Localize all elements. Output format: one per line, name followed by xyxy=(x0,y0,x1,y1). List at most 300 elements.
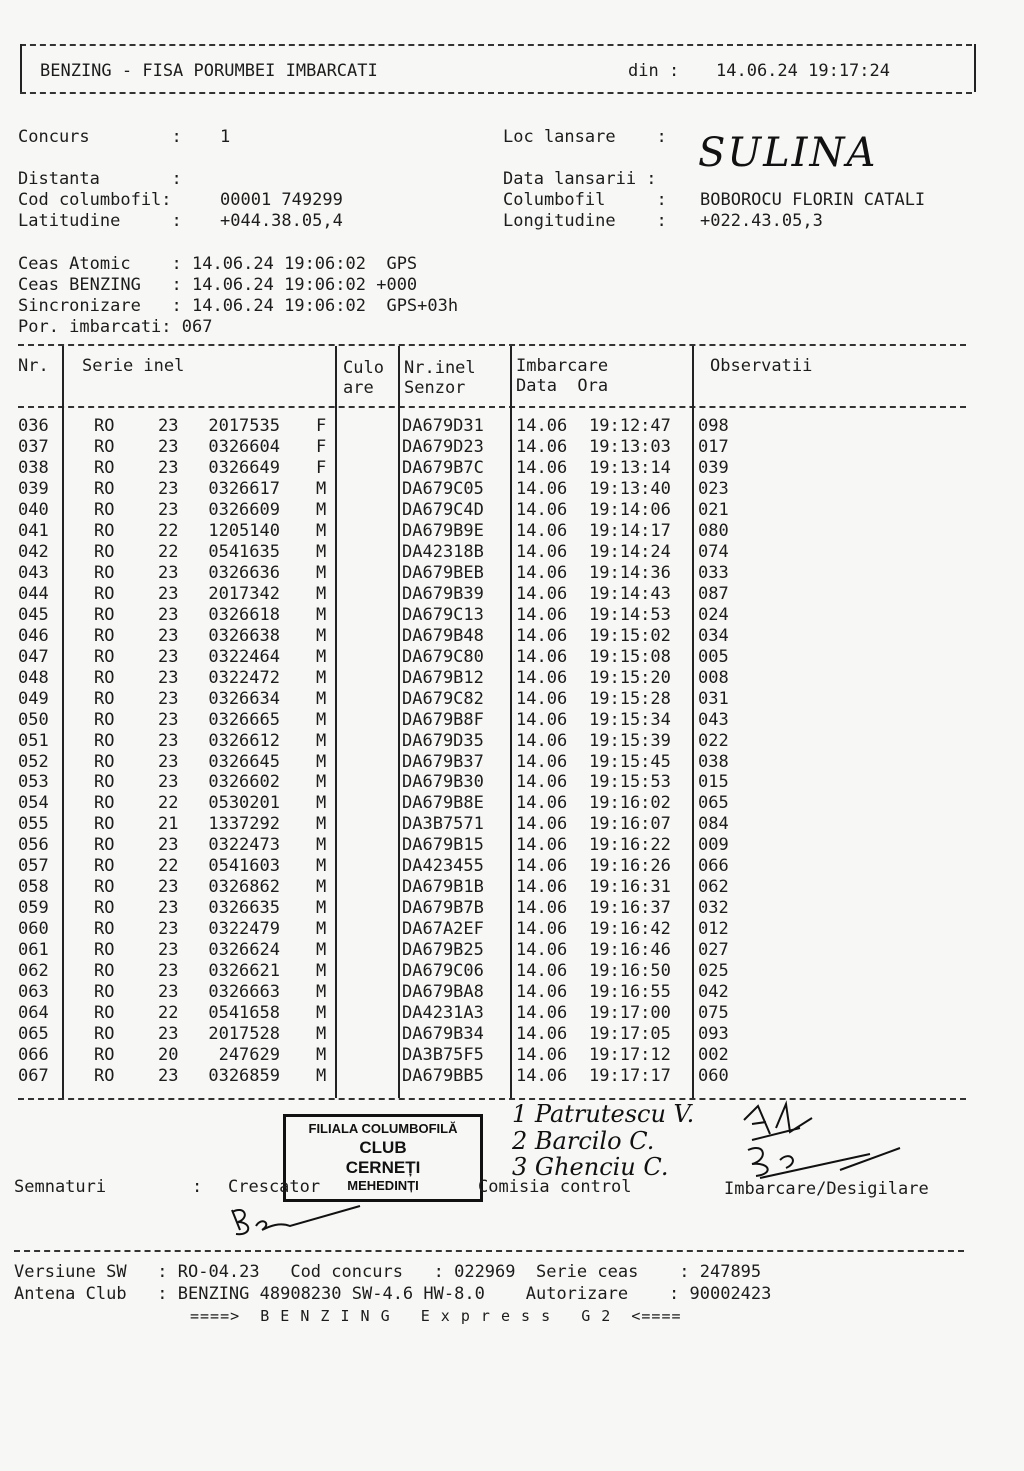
cell-num: 0326612 xyxy=(208,730,280,751)
cell-senzor: DA679D35 xyxy=(402,730,484,751)
table-row xyxy=(0,542,1000,563)
cell-yr: 23 xyxy=(158,1066,179,1087)
table-row xyxy=(0,1024,1000,1045)
cell-senzor: DA42318B xyxy=(402,541,484,562)
table-row xyxy=(0,814,1000,835)
cell-sex: M xyxy=(316,583,327,604)
cell-num: 2017535 xyxy=(208,416,280,436)
cell-data: 14.06 xyxy=(516,604,568,625)
ceas-atomic-line: Ceas Atomic : 14.06.24 19:06:02 GPS xyxy=(18,254,418,274)
cell-ora: 19:16:55 xyxy=(589,982,671,1003)
cell-num: 247629 xyxy=(218,1045,280,1066)
cell-yr: 23 xyxy=(158,667,179,688)
cell-num: 0326645 xyxy=(208,751,280,772)
cell-data: 14.06 xyxy=(516,416,568,436)
cell-data: 14.06 xyxy=(516,541,568,562)
cell-data: 14.06 xyxy=(516,1024,568,1045)
cell-cc: RO xyxy=(94,919,115,940)
cell-data: 14.06 xyxy=(516,898,568,919)
cell-obs: 022 xyxy=(698,730,729,751)
cell-obs: 042 xyxy=(698,982,729,1003)
cell-senzor: DA679B8F xyxy=(402,709,484,730)
cell-obs: 098 xyxy=(698,416,729,436)
cell-senzor: DA679D23 xyxy=(402,436,484,457)
cell-obs: 084 xyxy=(698,814,729,835)
cell-yr: 23 xyxy=(158,499,179,520)
loc-lansare-label: Loc lansare : xyxy=(503,127,667,147)
data-lansarii-label: Data lansarii : xyxy=(503,169,657,189)
cell-sex: M xyxy=(316,835,327,856)
cell-yr: 23 xyxy=(158,457,179,478)
cell-yr: 23 xyxy=(158,835,179,856)
cell-num: 0326621 xyxy=(208,961,280,982)
breeder-signature xyxy=(232,1206,360,1234)
boarding-signature-2 xyxy=(748,1148,900,1178)
cell-num: 0326649 xyxy=(208,457,280,478)
cell-sex: M xyxy=(316,541,327,562)
cell-data: 14.06 xyxy=(516,436,568,457)
table-row xyxy=(0,1045,1000,1066)
cell-nr: 040 xyxy=(18,499,49,520)
table-row xyxy=(0,689,1000,710)
cell-senzor: DA679B8E xyxy=(402,793,484,814)
cell-obs: 093 xyxy=(698,1024,729,1045)
cell-num: 0322473 xyxy=(208,835,280,856)
cell-cc: RO xyxy=(94,1003,115,1024)
cell-obs: 017 xyxy=(698,436,729,457)
cell-ora: 19:16:07 xyxy=(589,814,671,835)
cell-yr: 23 xyxy=(158,416,179,436)
cell-ora: 19:16:22 xyxy=(589,835,671,856)
cell-nr: 042 xyxy=(18,541,49,562)
cell-data: 14.06 xyxy=(516,1003,568,1024)
latitudine-label: Latitudine : xyxy=(18,211,182,231)
cell-obs: 015 xyxy=(698,772,729,793)
footer-rule xyxy=(14,1250,964,1252)
cell-nr: 052 xyxy=(18,751,49,772)
cell-num: 0326624 xyxy=(208,940,280,961)
longitudine-label: Longitudine : xyxy=(503,211,667,231)
columbofil-label: Columbofil : xyxy=(503,190,667,210)
cell-yr: 23 xyxy=(158,646,179,667)
cell-yr: 23 xyxy=(158,940,179,961)
cell-cc: RO xyxy=(94,1045,115,1066)
cell-nr: 054 xyxy=(18,793,49,814)
table-row xyxy=(0,835,1000,856)
cell-ora: 19:16:02 xyxy=(589,793,671,814)
cell-num: 0326636 xyxy=(208,562,280,583)
table-row xyxy=(0,647,1000,668)
cell-senzor: DA679D31 xyxy=(402,416,484,436)
cell-data: 14.06 xyxy=(516,877,568,898)
handwritten-commission-2: 2 Barcilo C. xyxy=(512,1127,655,1155)
table-row xyxy=(0,856,1000,877)
sincronizare-line: Sincronizare : 14.06.24 19:06:02 GPS+03h xyxy=(18,296,459,316)
cell-ora: 19:14:43 xyxy=(589,583,671,604)
cell-cc: RO xyxy=(94,751,115,772)
cell-senzor: DA679B25 xyxy=(402,940,484,961)
distanta-label: Distanta : xyxy=(18,169,182,189)
cell-data: 14.06 xyxy=(516,562,568,583)
cell-data: 14.06 xyxy=(516,919,568,940)
cell-senzor: DA3B75F5 xyxy=(402,1045,484,1066)
cell-sex: M xyxy=(316,562,327,583)
columbofil-value: BOBOROCU FLORIN CATALI xyxy=(700,190,926,210)
cell-ora: 19:14:36 xyxy=(589,562,671,583)
th-imbarcare-2: Data Ora xyxy=(516,376,609,396)
cell-ora: 19:15:34 xyxy=(589,709,671,730)
cell-yr: 22 xyxy=(158,541,179,562)
cell-nr: 057 xyxy=(18,856,49,877)
loc-lansare-handwritten: SULINA xyxy=(698,130,878,176)
table-row xyxy=(0,710,1000,731)
cell-sex: M xyxy=(316,520,327,541)
cell-sex: F xyxy=(316,436,327,457)
cell-senzor: DA679B15 xyxy=(402,835,484,856)
table-row xyxy=(0,479,1000,500)
th-nr-inel-1: Nr.inel xyxy=(404,358,476,378)
cell-yr: 21 xyxy=(158,814,179,835)
cell-num: 0326663 xyxy=(208,982,280,1003)
cell-yr: 23 xyxy=(158,961,179,982)
cell-num: 2017342 xyxy=(208,583,280,604)
cell-obs: 021 xyxy=(698,499,729,520)
cell-nr: 059 xyxy=(18,898,49,919)
cell-ora: 19:14:24 xyxy=(589,541,671,562)
cell-senzor: DA679B1B xyxy=(402,877,484,898)
cell-senzor: DA679BEB xyxy=(402,562,484,583)
cell-nr: 049 xyxy=(18,688,49,709)
cell-cc: RO xyxy=(94,499,115,520)
table-bottom-rule xyxy=(18,1098,966,1100)
cell-nr: 038 xyxy=(18,457,49,478)
cell-obs: 039 xyxy=(698,457,729,478)
cell-obs: 080 xyxy=(698,520,729,541)
cell-senzor: DA4231A3 xyxy=(402,1003,484,1024)
table-row xyxy=(0,898,1000,919)
cell-nr: 045 xyxy=(18,604,49,625)
latitudine-value: +044.38.05,4 xyxy=(220,211,343,231)
cell-ora: 19:14:53 xyxy=(589,604,671,625)
cell-nr: 061 xyxy=(18,940,49,961)
cell-nr: 066 xyxy=(18,1045,49,1066)
cell-data: 14.06 xyxy=(516,814,568,835)
cell-ora: 19:15:45 xyxy=(589,751,671,772)
cell-data: 14.06 xyxy=(516,646,568,667)
cell-senzor: DA679C13 xyxy=(402,604,484,625)
cell-nr: 053 xyxy=(18,772,49,793)
cell-cc: RO xyxy=(94,835,115,856)
cell-nr: 065 xyxy=(18,1024,49,1045)
cell-obs: 012 xyxy=(698,919,729,940)
cell-nr: 039 xyxy=(18,478,49,499)
cell-senzor: DA679BB5 xyxy=(402,1066,484,1087)
cell-senzor: DA679B34 xyxy=(402,1024,484,1045)
cell-cc: RO xyxy=(94,814,115,835)
cell-nr: 048 xyxy=(18,667,49,688)
cell-cc: RO xyxy=(94,562,115,583)
table-row xyxy=(0,437,1000,458)
cell-obs: 066 xyxy=(698,856,729,877)
cell-nr: 043 xyxy=(18,562,49,583)
cell-sex: M xyxy=(316,499,327,520)
cell-cc: RO xyxy=(94,625,115,646)
stamp-line-3: CERNEȚI xyxy=(345,1158,421,1177)
cell-num: 0326859 xyxy=(208,1066,280,1087)
cell-ora: 19:12:47 xyxy=(589,416,671,436)
cell-nr: 060 xyxy=(18,919,49,940)
cell-cc: RO xyxy=(94,730,115,751)
th-culoare-1: Culo xyxy=(343,358,384,378)
footer-line-1: Versiune SW : RO-04.23 Cod concurs : 022969 Serie ceas : 247895 xyxy=(14,1262,762,1282)
cell-sex: M xyxy=(316,877,327,898)
cell-senzor: DA679B37 xyxy=(402,751,484,772)
cell-nr: 056 xyxy=(18,835,49,856)
cell-ora: 19:16:50 xyxy=(589,961,671,982)
header-din-label: din : xyxy=(628,61,680,81)
table-row xyxy=(0,458,1000,479)
cell-obs: 027 xyxy=(698,940,729,961)
cell-cc: RO xyxy=(94,416,115,436)
table-header-rule xyxy=(18,406,966,408)
cell-ora: 19:13:03 xyxy=(589,436,671,457)
cell-cc: RO xyxy=(94,541,115,562)
cell-sex: M xyxy=(316,478,327,499)
cell-ora: 19:16:42 xyxy=(589,919,671,940)
semnaturi-colon: : xyxy=(192,1177,203,1197)
cell-data: 14.06 xyxy=(516,751,568,772)
cell-obs: 023 xyxy=(698,478,729,499)
cell-num: 0326638 xyxy=(208,625,280,646)
cell-cc: RO xyxy=(94,877,115,898)
cell-obs: 008 xyxy=(698,667,729,688)
cell-sex: M xyxy=(316,751,327,772)
cell-obs: 002 xyxy=(698,1045,729,1066)
cell-cc: RO xyxy=(94,898,115,919)
cell-yr: 23 xyxy=(158,562,179,583)
table-row xyxy=(0,982,1000,1003)
cell-ora: 19:17:05 xyxy=(589,1024,671,1045)
cell-sex: M xyxy=(316,1066,327,1087)
comisia-control-label: Comisia control xyxy=(478,1177,632,1197)
imbarcare-desigilare-label: Imbarcare/Desigilare xyxy=(724,1179,929,1199)
cell-num: 0326617 xyxy=(208,478,280,499)
crescator-label: Crescator xyxy=(228,1177,321,1197)
cell-nr: 064 xyxy=(18,1003,49,1024)
cell-yr: 23 xyxy=(158,982,179,1003)
cell-nr: 058 xyxy=(18,877,49,898)
cell-senzor: DA679C82 xyxy=(402,688,484,709)
cell-num: 2017528 xyxy=(208,1024,280,1045)
cell-nr: 050 xyxy=(18,709,49,730)
cell-ora: 19:13:14 xyxy=(589,457,671,478)
cell-data: 14.06 xyxy=(516,1045,568,1066)
cell-data: 14.06 xyxy=(516,499,568,520)
porumbei-imbarcati-line: Por. imbarcati: 067 xyxy=(18,317,213,337)
footer-line-2: Antena Club : BENZING 48908230 SW-4.6 HW-8.0 Autorizare : 90002423 xyxy=(14,1284,772,1304)
cell-cc: RO xyxy=(94,520,115,541)
cell-num: 0322464 xyxy=(208,646,280,667)
cell-num: 0322479 xyxy=(208,919,280,940)
th-serie-inel: Serie inel xyxy=(82,356,185,376)
cell-nr: 037 xyxy=(18,436,49,457)
table-row xyxy=(0,731,1000,752)
cell-senzor: DA679B48 xyxy=(402,625,484,646)
cell-obs: 038 xyxy=(698,751,729,772)
cell-ora: 19:15:28 xyxy=(589,688,671,709)
cell-sex: M xyxy=(316,814,327,835)
cell-obs: 031 xyxy=(698,688,729,709)
cell-senzor: DA679C06 xyxy=(402,961,484,982)
cell-yr: 23 xyxy=(158,478,179,499)
cell-obs: 025 xyxy=(698,961,729,982)
cell-sex: M xyxy=(316,688,327,709)
cell-obs: 087 xyxy=(698,583,729,604)
cell-ora: 19:16:46 xyxy=(589,940,671,961)
cell-ora: 19:15:39 xyxy=(589,730,671,751)
cell-obs: 032 xyxy=(698,898,729,919)
cell-ora: 19:14:17 xyxy=(589,520,671,541)
table-row xyxy=(0,416,1000,437)
cell-num: 0326618 xyxy=(208,604,280,625)
cell-yr: 22 xyxy=(158,1003,179,1024)
th-nr: Nr. xyxy=(18,356,49,376)
cell-data: 14.06 xyxy=(516,688,568,709)
cell-num: 0326609 xyxy=(208,499,280,520)
cell-senzor: DA679BA8 xyxy=(402,982,484,1003)
cell-cc: RO xyxy=(94,1024,115,1045)
cell-yr: 23 xyxy=(158,1024,179,1045)
cell-data: 14.06 xyxy=(516,667,568,688)
cell-nr: 044 xyxy=(18,583,49,604)
table-row xyxy=(0,521,1000,542)
cell-data: 14.06 xyxy=(516,835,568,856)
cell-obs: 075 xyxy=(698,1003,729,1024)
th-observatii: Observatii xyxy=(710,356,813,376)
cell-data: 14.06 xyxy=(516,940,568,961)
cell-senzor: DA423455 xyxy=(402,856,484,877)
cell-data: 14.06 xyxy=(516,709,568,730)
cell-sex: M xyxy=(316,709,327,730)
cell-cc: RO xyxy=(94,457,115,478)
cell-yr: 22 xyxy=(158,520,179,541)
cell-sex: M xyxy=(316,625,327,646)
cell-data: 14.06 xyxy=(516,520,568,541)
cell-cc: RO xyxy=(94,961,115,982)
cell-nr: 063 xyxy=(18,982,49,1003)
table-row xyxy=(0,961,1000,982)
cell-num: 0322472 xyxy=(208,667,280,688)
table-row xyxy=(0,752,1000,773)
cell-senzor: DA679B39 xyxy=(402,583,484,604)
cell-obs: 060 xyxy=(698,1066,729,1087)
cell-yr: 23 xyxy=(158,772,179,793)
cell-sex: M xyxy=(316,772,327,793)
cell-nr: 041 xyxy=(18,520,49,541)
stamp-line-1: FILIALA COLUMBOFILĂ xyxy=(308,1121,458,1136)
cod-columbofil-value: 00001 749299 xyxy=(220,190,343,210)
cell-yr: 23 xyxy=(158,436,179,457)
cell-nr: 047 xyxy=(18,646,49,667)
footer-banner: ====> B E N Z I N G E x p r e s s G 2 <==== xyxy=(190,1307,682,1325)
cell-num: 0326604 xyxy=(208,436,280,457)
concurs-label: Concurs : xyxy=(18,127,182,147)
cell-yr: 22 xyxy=(158,793,179,814)
cell-sex: M xyxy=(316,646,327,667)
cell-sex: M xyxy=(316,793,327,814)
table-row xyxy=(0,605,1000,626)
cell-sex: M xyxy=(316,961,327,982)
cell-senzor: DA679B7B xyxy=(402,898,484,919)
cell-cc: RO xyxy=(94,667,115,688)
cell-num: 0326634 xyxy=(208,688,280,709)
cell-obs: 043 xyxy=(698,709,729,730)
header-bottom-rule xyxy=(20,92,972,94)
cell-obs: 034 xyxy=(698,625,729,646)
cell-sex: F xyxy=(316,457,327,478)
boarding-signature-1 xyxy=(744,1104,812,1140)
cell-yr: 23 xyxy=(158,751,179,772)
cell-sex: M xyxy=(316,898,327,919)
cell-nr: 036 xyxy=(18,416,49,436)
cell-num: 0326665 xyxy=(208,709,280,730)
cell-nr: 067 xyxy=(18,1066,49,1087)
cell-obs: 033 xyxy=(698,562,729,583)
cell-num: 1205140 xyxy=(208,520,280,541)
table-row xyxy=(0,1003,1000,1024)
longitudine-value: +022.43.05,3 xyxy=(700,211,823,231)
cell-ora: 19:16:37 xyxy=(589,898,671,919)
cell-data: 14.06 xyxy=(516,982,568,1003)
cell-ora: 19:17:12 xyxy=(589,1045,671,1066)
cell-data: 14.06 xyxy=(516,478,568,499)
cell-num: 0530201 xyxy=(208,793,280,814)
cell-yr: 23 xyxy=(158,877,179,898)
cell-yr: 23 xyxy=(158,625,179,646)
cell-num: 1337292 xyxy=(208,814,280,835)
th-nr-inel-2: Senzor xyxy=(404,378,466,398)
handwritten-commission-3: 3 Ghenciu C. xyxy=(512,1153,669,1181)
cell-ora: 19:13:40 xyxy=(589,478,671,499)
cell-cc: RO xyxy=(94,583,115,604)
cell-ora: 19:15:02 xyxy=(589,625,671,646)
cell-num: 0541658 xyxy=(208,1003,280,1024)
cell-senzor: DA679B7C xyxy=(402,457,484,478)
cell-num: 0326602 xyxy=(208,772,280,793)
semnaturi-label: Semnaturi xyxy=(14,1177,107,1197)
cell-sex: M xyxy=(316,1003,327,1024)
cell-senzor: DA3B7571 xyxy=(402,814,484,835)
cell-data: 14.06 xyxy=(516,625,568,646)
th-culoare-2: are xyxy=(343,378,374,398)
stamp-line-2: CLUB xyxy=(359,1138,407,1157)
cell-yr: 23 xyxy=(158,709,179,730)
stamp-line-4: MEHEDINȚI xyxy=(347,1178,419,1193)
th-imbarcare-1: Imbarcare xyxy=(516,356,609,376)
table-row xyxy=(0,668,1000,689)
cell-sex: M xyxy=(316,940,327,961)
cell-yr: 23 xyxy=(158,583,179,604)
cell-yr: 23 xyxy=(158,919,179,940)
cell-obs: 005 xyxy=(698,646,729,667)
cell-nr: 051 xyxy=(18,730,49,751)
document-title: BENZING - FISA PORUMBEI IMBARCATI xyxy=(40,61,378,81)
cell-cc: RO xyxy=(94,436,115,457)
cell-yr: 23 xyxy=(158,604,179,625)
handwritten-commission-1: 1 Patrutescu V. xyxy=(512,1100,695,1128)
cell-cc: RO xyxy=(94,709,115,730)
cell-yr: 20 xyxy=(158,1045,179,1066)
